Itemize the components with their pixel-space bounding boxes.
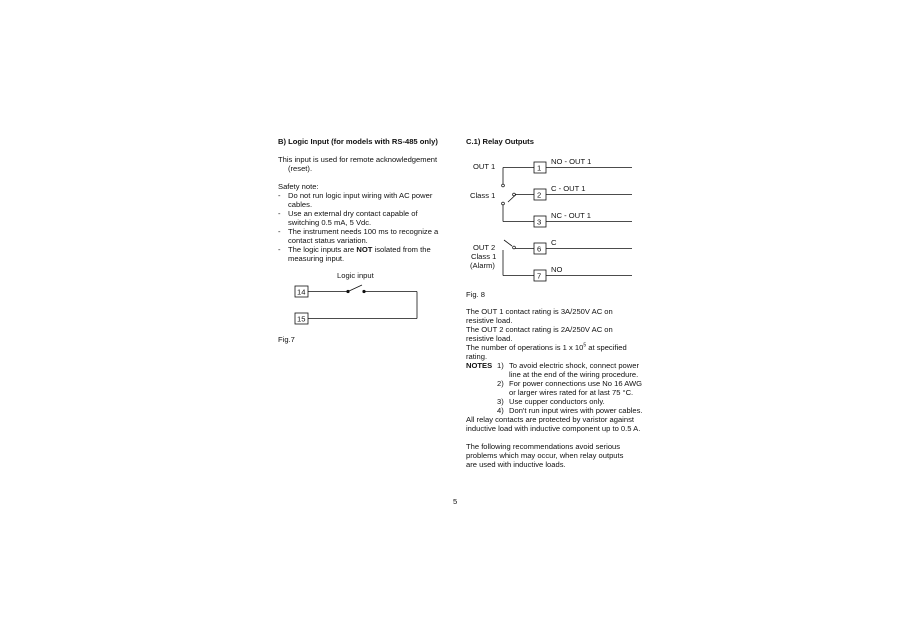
note-number: 2) <box>497 379 504 388</box>
contact-point <box>502 184 505 187</box>
note-text: Don't run input wires with power cables. <box>509 406 643 415</box>
bullet-text: contact status variation. <box>288 236 368 245</box>
terminal-15-label: 15 <box>297 314 306 324</box>
varistor-line2: inductive load with inductive component up to 0.5 A. <box>466 424 641 433</box>
note-text: For power connections use No 16 AWG <box>509 379 643 388</box>
logic-input-heading: B) Logic Input (for models with RS-485 only) <box>278 137 438 146</box>
note-text: To avoid electric shock, connect power <box>509 361 640 370</box>
nc-out1-label: NC - OUT 1 <box>551 211 591 220</box>
note-text: Use cupper conductors only. <box>509 397 605 406</box>
operations-line1: The number of operations is 1 x $10^5$ at specified <box>466 342 627 352</box>
recommendations-line2: problems which may occur, when relay outputs <box>466 451 624 460</box>
bullet-dash: - <box>278 209 281 218</box>
fig7-caption: Fig.7 <box>278 335 295 344</box>
out1-label: OUT 1 <box>473 162 496 171</box>
relay-outputs-diagram <box>466 152 636 284</box>
bullet-text: switching 0.5 mA, 5 Vdc. <box>288 218 372 227</box>
bullet-text: measuring input. <box>288 254 345 263</box>
notes-label: NOTES <box>466 361 493 370</box>
switch-blade-out2 <box>504 240 512 246</box>
intro-line-2: (reset). <box>288 164 313 173</box>
logic-input-label: Logic input <box>337 271 374 280</box>
bullet-text: cables. <box>288 200 313 209</box>
terminal-14-label: 14 <box>297 287 306 297</box>
class1-alarm-label: Class 1 <box>471 252 497 261</box>
bullet-dash: - <box>278 191 281 200</box>
safety-note-title: Safety note: <box>278 182 319 191</box>
switch-blade <box>348 285 362 292</box>
contact-point <box>513 246 516 249</box>
rating-out1-line1: The OUT 1 contact rating is 3A/250V AC on <box>466 307 613 316</box>
no-out1-label: NO - OUT 1 <box>551 157 592 166</box>
note-number: 4) <box>497 406 504 415</box>
alarm-label: (Alarm) <box>470 261 495 270</box>
contact-point <box>513 193 516 196</box>
terminal-3-label: 3 <box>537 217 542 227</box>
note-text: or larger wires rated for at last 75 °C. <box>509 388 634 397</box>
bullet-text: The instrument needs 100 ms to recognize a <box>288 227 439 236</box>
terminal-2-label: 2 <box>537 190 542 200</box>
fig8-caption: Fig. 8 <box>466 290 485 299</box>
varistor-line1: All relay contacts are protected by varistor against <box>466 415 634 424</box>
bullet-dash: - <box>278 245 281 254</box>
out2-label: OUT 2 <box>473 243 496 252</box>
logic-input-diagram <box>290 268 430 328</box>
operations-line2: rating. <box>466 352 488 361</box>
note-text: line at the end of the wiring procedure. <box>509 370 639 379</box>
note-number: 1) <box>497 361 504 370</box>
terminal-1-label: 1 <box>537 163 542 173</box>
intro-line-1: This input is used for remote acknowledgement <box>278 155 438 164</box>
note-number: 3) <box>497 397 504 406</box>
bullet-text: Do not run logic input wiring with AC power <box>288 191 433 200</box>
terminal-6-label: 6 <box>537 244 542 254</box>
relay-outputs-heading: C.1) Relay Outputs <box>466 137 534 146</box>
class1-label: Class 1 <box>470 191 496 200</box>
no-out2-label: NO <box>551 265 563 274</box>
recommendations-line1: The following recommendations avoid serious <box>466 442 621 451</box>
page-number: 5 <box>453 497 458 506</box>
c-out2-label: C <box>551 238 557 247</box>
c-out1-label: C - OUT 1 <box>551 184 586 193</box>
bullet-text: The logic inputs are NOT isolated from the <box>288 245 431 254</box>
recommendations-line3: are used with inductive loads. <box>466 460 566 469</box>
contact-point <box>502 202 505 205</box>
terminal-7-label: 7 <box>537 271 542 281</box>
rating-out2-line2: resistive load. <box>466 334 513 343</box>
rating-out2-line1: The OUT 2 contact rating is 2A/250V AC on <box>466 325 613 334</box>
rating-out1-line2: resistive load. <box>466 316 513 325</box>
bullet-text: Use an external dry contact capable of <box>288 209 418 218</box>
bullet-dash: - <box>278 227 281 236</box>
